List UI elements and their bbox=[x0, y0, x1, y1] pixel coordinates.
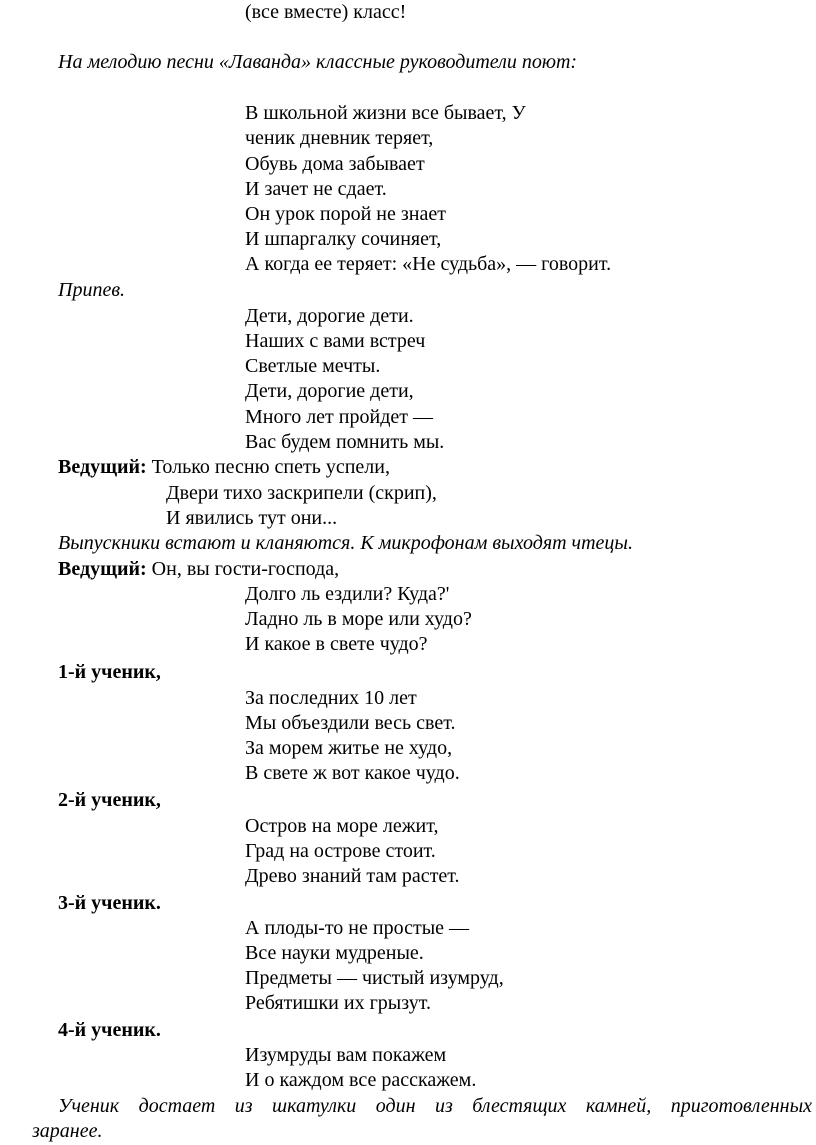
stage-direction-final-end: заранее. bbox=[32, 1120, 103, 1142]
verse-line: И шпаргалку сочиняет, bbox=[245, 228, 442, 250]
chorus-line: Вас будем помнить мы. bbox=[245, 431, 445, 453]
host-line bbox=[58, 557, 339, 582]
host-line: Двери тихо заскрипели (скрип), bbox=[166, 482, 437, 504]
host-line: И какое в свете чудо? bbox=[245, 633, 428, 655]
verse-line: Он урок порой не знает bbox=[245, 203, 446, 225]
student-line: Предметы — чистый изумруд, bbox=[245, 967, 504, 989]
chorus-line: Наших с вами встреч bbox=[245, 330, 426, 352]
student-line: В свете ж вот какое чудо. bbox=[245, 762, 460, 784]
student-line: За последних 10 лет bbox=[245, 687, 417, 709]
host-line: И явились тут они... bbox=[166, 507, 338, 529]
student-line: Все науки мудреные. bbox=[245, 942, 424, 964]
student-line: Ребятишки их грызут. bbox=[245, 992, 431, 1014]
speaker-name: 3-й ученик. bbox=[58, 892, 161, 914]
verse-line: И зачет не сдает. bbox=[245, 178, 387, 200]
chorus-label: Припев. bbox=[58, 279, 126, 301]
chorus-line: Много лет пройдет — bbox=[245, 406, 433, 428]
stage-direction: Выпускники встают и кланяются. К микрофонам выходят чтецы. bbox=[58, 532, 633, 554]
student-line: А плоды-то не простые — bbox=[245, 917, 470, 939]
verse-line: Обувь дома забывает bbox=[245, 153, 425, 175]
chorus-line: Дети, дорогие дети, bbox=[245, 380, 414, 402]
verse-line: В школьной жизни все бывает, У bbox=[245, 102, 526, 124]
student-line: Град на острове стоит. bbox=[245, 840, 436, 862]
speaker-name: 4-й ученик. bbox=[58, 1019, 161, 1041]
speaker-name: Ведущий: bbox=[58, 456, 147, 478]
student-line: И о каждом все расскажем. bbox=[245, 1069, 477, 1091]
host-line bbox=[58, 455, 390, 480]
stage-direction-final: Ученик достает из шкатулки один из блестящих камней, приготовленных bbox=[58, 1095, 812, 1117]
chorus-line: Светлые мечты. bbox=[245, 355, 381, 377]
host-text: Только песню спеть успели, bbox=[146, 456, 390, 478]
host-text: Он, вы гости-господа, bbox=[146, 558, 340, 580]
student-line: Остров на море лежит, bbox=[245, 815, 439, 837]
chorus-line: Дети, дорогие дети. bbox=[245, 305, 414, 327]
speaker-name: 1-й ученик, bbox=[58, 661, 161, 683]
host-line: Долго ль ездили? Куда?' bbox=[245, 583, 450, 605]
speaker-name: Ведущий: bbox=[58, 558, 147, 580]
top-line: (все вместе) класс! bbox=[245, 1, 407, 23]
student-line: За морем житье не худо, bbox=[245, 737, 453, 759]
verse-line: ченик дневник теряет, bbox=[245, 127, 434, 149]
student-line: Изумруды вам покажем bbox=[245, 1044, 447, 1066]
speaker-name: 2-й ученик, bbox=[58, 789, 161, 811]
student-line: Мы объездили весь свет. bbox=[245, 712, 456, 734]
host-line: Ладно ль в море или худо? bbox=[245, 608, 472, 630]
verse-line: А когда ее теряет: «Не судьба», — говорит. bbox=[245, 253, 612, 275]
student-line: Древо знаний там растет. bbox=[245, 865, 460, 887]
stage-direction-intro: На мелодию песни «Лаванда» классные руководители поют: bbox=[58, 51, 578, 73]
